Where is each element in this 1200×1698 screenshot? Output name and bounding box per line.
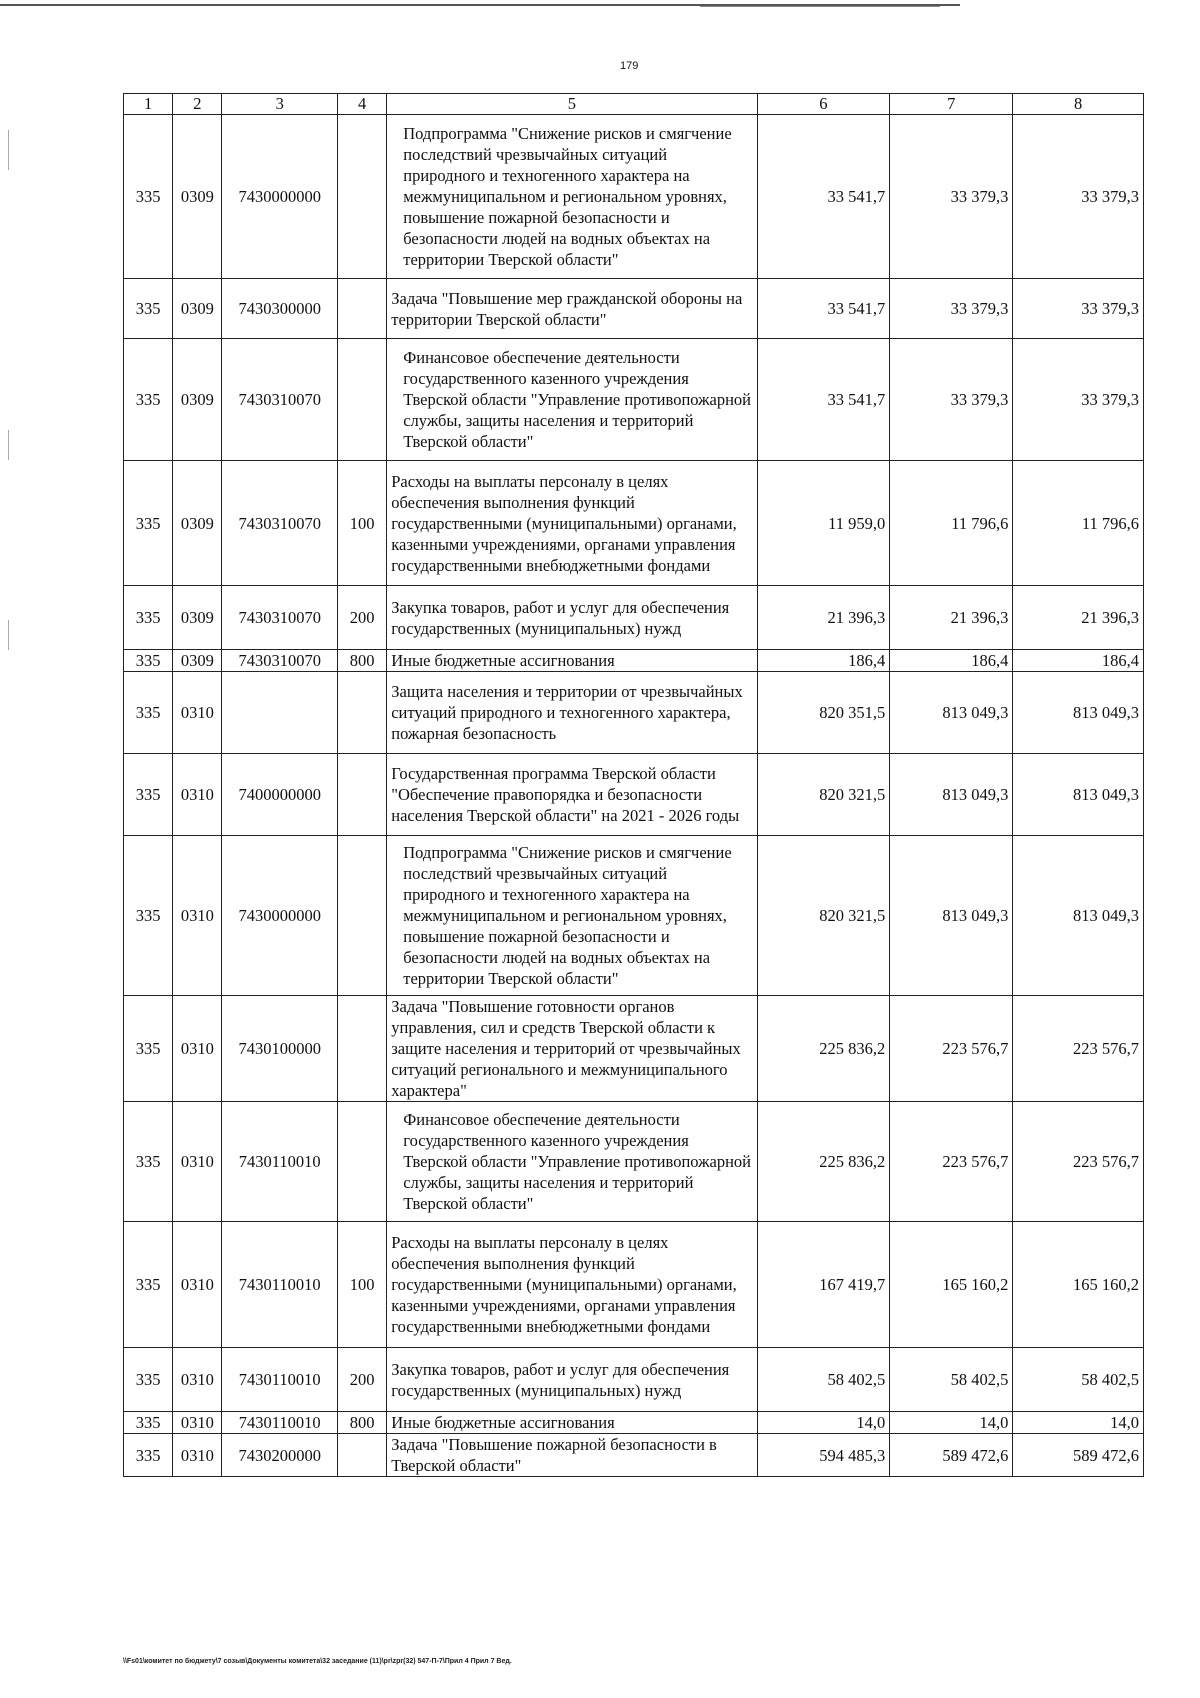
cell-amount-2025: 186,4 — [890, 650, 1013, 672]
cell-description: Подпрограмма "Снижение рисков и смягчение последствий чрезвычайных ситуаций природного и техногенного характера на межмуниципальном и региональном уровнях, повышение пожарной безопасности и безопасности людей на водных объектах на территории Тверской области" — [387, 115, 757, 279]
column-header: 8 — [1013, 94, 1144, 115]
cell-section: 0310 — [173, 672, 222, 754]
cell-expense-type — [338, 836, 387, 996]
cell-grbs: 335 — [124, 1222, 173, 1348]
cell-amount-2025: 813 049,3 — [890, 836, 1013, 996]
cell-description: Финансовое обеспечение деятельности государственного казенного учреждения Тверской области "Управление противопожарной службы, защиты населения и территорий Тверской области" — [387, 1102, 757, 1222]
cell-target-article: 7430110010 — [222, 1102, 338, 1222]
cell-description: Задача "Повышение пожарной безопасности в Тверской области" — [387, 1434, 757, 1477]
cell-target-article: 7430300000 — [222, 279, 338, 339]
cell-amount-2024: 167 419,7 — [757, 1222, 890, 1348]
cell-section: 0309 — [173, 279, 222, 339]
cell-description: Закупка товаров, работ и услуг для обеспечения государственных (муниципальных) нужд — [387, 1348, 757, 1412]
table-row — [124, 1434, 1144, 1477]
cell-amount-2026: 21 396,3 — [1013, 586, 1144, 650]
cell-expense-type — [338, 754, 387, 836]
cell-grbs: 335 — [124, 461, 173, 586]
cell-description: Иные бюджетные ассигнования — [387, 1412, 757, 1434]
cell-grbs: 335 — [124, 754, 173, 836]
cell-grbs: 335 — [124, 279, 173, 339]
cell-target-article: 7430200000 — [222, 1434, 338, 1477]
cell-amount-2024: 225 836,2 — [757, 996, 890, 1102]
cell-amount-2024: 21 396,3 — [757, 586, 890, 650]
cell-target-article: 7430310070 — [222, 461, 338, 586]
cell-section: 0310 — [173, 754, 222, 836]
cell-amount-2025: 813 049,3 — [890, 754, 1013, 836]
cell-expense-type: 200 — [338, 1348, 387, 1412]
cell-expense-type: 200 — [338, 586, 387, 650]
cell-amount-2025: 21 396,3 — [890, 586, 1013, 650]
cell-amount-2025: 223 576,7 — [890, 1102, 1013, 1222]
cell-section: 0310 — [173, 996, 222, 1102]
table-body — [124, 115, 1144, 1477]
cell-grbs: 335 — [124, 1434, 173, 1477]
cell-amount-2026: 11 796,6 — [1013, 461, 1144, 586]
cell-amount-2025: 33 379,3 — [890, 279, 1013, 339]
cell-grbs: 335 — [124, 836, 173, 996]
table-row — [124, 1102, 1144, 1222]
cell-amount-2025: 165 160,2 — [890, 1222, 1013, 1348]
cell-amount-2024: 11 959,0 — [757, 461, 890, 586]
cell-expense-type — [338, 672, 387, 754]
cell-description: Задача "Повышение готовности органов управления, сил и средств Тверской области к защите населения и территорий от чрезвычайных ситуаций регионального и межмуниципального характера" — [387, 996, 757, 1102]
cell-amount-2025: 11 796,6 — [890, 461, 1013, 586]
cell-amount-2024: 225 836,2 — [757, 1102, 890, 1222]
cell-amount-2026: 14,0 — [1013, 1412, 1144, 1434]
cell-expense-type — [338, 279, 387, 339]
cell-expense-type: 100 — [338, 1222, 387, 1348]
table-row — [124, 672, 1144, 754]
cell-target-article — [222, 672, 338, 754]
cell-section: 0309 — [173, 586, 222, 650]
margin-scan-mark — [8, 130, 9, 170]
cell-grbs: 335 — [124, 339, 173, 461]
cell-grbs: 335 — [124, 996, 173, 1102]
table-row — [124, 586, 1144, 650]
footer-file-path: \\Fs01\комитет по бюджету\7 созыв\Документы комитета\32 заседание (11)\pr\zpr(32) 547-П-7\Прил 4 Прил 7 Вед. — [123, 1658, 512, 1665]
cell-amount-2026: 223 576,7 — [1013, 1102, 1144, 1222]
cell-section: 0309 — [173, 115, 222, 279]
cell-section: 0310 — [173, 1434, 222, 1477]
table-row — [124, 754, 1144, 836]
cell-amount-2024: 594 485,3 — [757, 1434, 890, 1477]
cell-section: 0310 — [173, 1412, 222, 1434]
column-header: 2 — [173, 94, 222, 115]
cell-description: Иные бюджетные ассигнования — [387, 650, 757, 672]
cell-section: 0310 — [173, 1222, 222, 1348]
cell-amount-2026: 33 379,3 — [1013, 339, 1144, 461]
cell-grbs: 335 — [124, 1348, 173, 1412]
table-row — [124, 1412, 1144, 1434]
cell-grbs: 335 — [124, 586, 173, 650]
cell-expense-type — [338, 996, 387, 1102]
cell-description: Расходы на выплаты персоналу в целях обеспечения выполнения функций государственными (муниципальными) органами, казенными учреждениями, органами управления государственными внебюджетными фондами — [387, 461, 757, 586]
cell-expense-type: 800 — [338, 1412, 387, 1434]
cell-amount-2024: 14,0 — [757, 1412, 890, 1434]
cell-expense-type: 100 — [338, 461, 387, 586]
cell-expense-type: 800 — [338, 650, 387, 672]
cell-expense-type — [338, 115, 387, 279]
cell-amount-2026: 58 402,5 — [1013, 1348, 1144, 1412]
cell-amount-2025: 14,0 — [890, 1412, 1013, 1434]
cell-amount-2026: 813 049,3 — [1013, 672, 1144, 754]
column-header: 6 — [757, 94, 890, 115]
cell-amount-2026: 589 472,6 — [1013, 1434, 1144, 1477]
cell-amount-2026: 223 576,7 — [1013, 996, 1144, 1102]
cell-grbs: 335 — [124, 115, 173, 279]
table-row — [124, 650, 1144, 672]
cell-description: Государственная программа Тверской области "Обеспечение правопорядка и безопасности населения Тверской области" на 2021 - 2026 годы — [387, 754, 757, 836]
margin-scan-mark — [8, 430, 9, 460]
cell-target-article: 7430310070 — [222, 650, 338, 672]
page-number: 179 — [620, 60, 639, 72]
cell-section: 0310 — [173, 1102, 222, 1222]
cell-amount-2026: 33 379,3 — [1013, 115, 1144, 279]
cell-section: 0310 — [173, 1348, 222, 1412]
cell-expense-type — [338, 1434, 387, 1477]
cell-expense-type — [338, 1102, 387, 1222]
cell-description: Задача "Повышение мер гражданской обороны на территории Тверской области" — [387, 279, 757, 339]
cell-description: Расходы на выплаты персоналу в целях обеспечения выполнения функций государственными (муниципальными) органами, казенными учреждениями, органами управления государственными внебюджетными фондами — [387, 1222, 757, 1348]
table-row — [124, 1348, 1144, 1412]
table-row — [124, 115, 1144, 279]
cell-section: 0309 — [173, 461, 222, 586]
cell-description: Финансовое обеспечение деятельности государственного казенного учреждения Тверской области "Управление противопожарной службы, защиты населения и территорий Тверской области" — [387, 339, 757, 461]
cell-amount-2024: 33 541,7 — [757, 339, 890, 461]
table-row — [124, 1222, 1144, 1348]
cell-grbs: 335 — [124, 650, 173, 672]
cell-amount-2026: 813 049,3 — [1013, 836, 1144, 996]
cell-amount-2024: 186,4 — [757, 650, 890, 672]
cell-target-article: 7430110010 — [222, 1412, 338, 1434]
cell-target-article: 7430100000 — [222, 996, 338, 1102]
cell-amount-2026: 186,4 — [1013, 650, 1144, 672]
cell-amount-2025: 33 379,3 — [890, 339, 1013, 461]
cell-grbs: 335 — [124, 1102, 173, 1222]
cell-target-article: 7430000000 — [222, 836, 338, 996]
column-header: 4 — [338, 94, 387, 115]
cell-amount-2025: 58 402,5 — [890, 1348, 1013, 1412]
cell-target-article: 7430310070 — [222, 339, 338, 461]
table-header-row — [124, 94, 1144, 115]
column-header: 5 — [387, 94, 757, 115]
top-scan-rule-secondary — [700, 6, 940, 7]
cell-amount-2026: 33 379,3 — [1013, 279, 1144, 339]
column-header: 3 — [222, 94, 338, 115]
cell-amount-2024: 820 321,5 — [757, 836, 890, 996]
table-row — [124, 836, 1144, 996]
cell-amount-2024: 820 321,5 — [757, 754, 890, 836]
cell-section: 0309 — [173, 650, 222, 672]
cell-description: Защита населения и территории от чрезвычайных ситуаций природного и техногенного характера, пожарная безопасность — [387, 672, 757, 754]
cell-description: Подпрограмма "Снижение рисков и смягчение последствий чрезвычайных ситуаций природного и техногенного характера на межмуниципальном и региональном уровнях, повышение пожарной безопасности и безопасности людей на водных объектах на территории Тверской области" — [387, 836, 757, 996]
margin-scan-mark — [8, 620, 9, 650]
cell-amount-2024: 58 402,5 — [757, 1348, 890, 1412]
cell-grbs: 335 — [124, 672, 173, 754]
table-row — [124, 461, 1144, 586]
column-header: 7 — [890, 94, 1013, 115]
cell-grbs: 335 — [124, 1412, 173, 1434]
cell-section: 0309 — [173, 339, 222, 461]
cell-section: 0310 — [173, 836, 222, 996]
cell-amount-2026: 165 160,2 — [1013, 1222, 1144, 1348]
cell-description: Закупка товаров, работ и услуг для обеспечения государственных (муниципальных) нужд — [387, 586, 757, 650]
table-row — [124, 339, 1144, 461]
cell-target-article: 7400000000 — [222, 754, 338, 836]
cell-target-article: 7430000000 — [222, 115, 338, 279]
budget-table — [123, 93, 1144, 1477]
cell-amount-2025: 589 472,6 — [890, 1434, 1013, 1477]
cell-amount-2024: 33 541,7 — [757, 279, 890, 339]
cell-amount-2025: 813 049,3 — [890, 672, 1013, 754]
cell-target-article: 7430110010 — [222, 1222, 338, 1348]
table-row — [124, 996, 1144, 1102]
cell-target-article: 7430310070 — [222, 586, 338, 650]
cell-amount-2025: 33 379,3 — [890, 115, 1013, 279]
column-header: 1 — [124, 94, 173, 115]
cell-target-article: 7430110010 — [222, 1348, 338, 1412]
table-row — [124, 279, 1144, 339]
cell-amount-2024: 820 351,5 — [757, 672, 890, 754]
cell-amount-2025: 223 576,7 — [890, 996, 1013, 1102]
cell-amount-2024: 33 541,7 — [757, 115, 890, 279]
cell-expense-type — [338, 339, 387, 461]
cell-amount-2026: 813 049,3 — [1013, 754, 1144, 836]
